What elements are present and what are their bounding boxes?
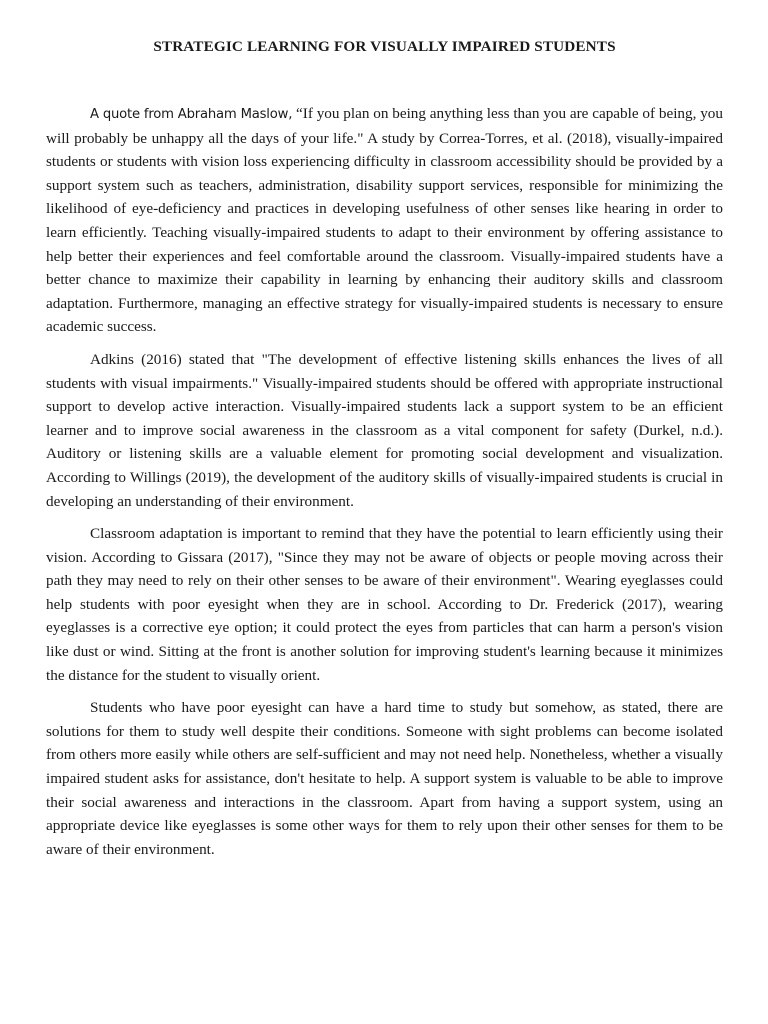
paragraph-3: Classroom adaptation is important to remind that they have the potential to learn efficiently using their vision. According to Gissara (2017), "Since they may not be aware of objects or people moving across their path they may need to rely on their other senses to be aware of their environment". Wearing eyeglasses could help students with poor eyesight when they are in school. According to Dr. Frederick (2017), wearing eyeglasses is a corrective eye option; it could protect the eyes from particles that can harm a person's vision like dust or wind. Sitting at the front is another solution for improving student's learning because it minimizes the distance for the student to visually orient. [46, 525, 723, 684]
paragraph-2: Adkins (2016) stated that "The development of effective listening skills enhances the lives of all students with visual impairments." Visually-impaired students should be offered with appropriate instructional support to develop active interaction. Visually-impaired students lack a support system to be an efficient learner and to improve social awareness in the classroom as a vital component for safety (Durkel, n.d.). Auditory or listening skills are a valuable element for promoting social development and visualization. According to Willings (2019), the development of the auditory skills of visually-impaired students is crucial in developing an understanding of their environment. [46, 350, 723, 510]
paragraph-1-text: “If you plan on being anything less than you are capable of being, you will probably be unhappy all the days of your life." A study by Correa-Torres, et al. (2018), visually-impaired students or students with vision loss experiencing difficulty in classroom accessibility should be provided by a support system such as teachers, administration, disability support services, responsible for minimizing the likelihood of eye-deficiency and practices in developing usefulness of other senses like hearing in order to learn efficiently. Teaching visually-impaired students to adapt to their environment by offering assistance to help better their experiences and feel comfortable around the classroom. Visually-impaired students have a better chance to maximize their capability in learning by enhancing their auditory skills and classroom adaptation. Furthermore, managing an effective strategy for visually-impaired students is necessary to ensure academic success. [46, 105, 723, 336]
document-page [46, 0, 723, 870]
paragraph-4: Students who have poor eyesight can have a hard time to study but somehow, as stated, there are solutions for them to study well despite their conditions. Someone with sight problems can become isolated from others more easily while others are self-sufficient and may not need help. Nonetheless, whether a visually impaired student asks for assistance, don't hesitate to help. A support system is valuable to be able to improve their social awareness and interactions in the classroom. Apart from having a support system, using an appropriate device like eyeglasses is some other ways for them to rely upon their other senses for them to be aware of their environment. [46, 699, 723, 858]
document-body [46, 102, 723, 861]
paragraph-1 [46, 102, 723, 339]
paragraph-1-lead: A quote from Abraham Maslow, [90, 107, 293, 122]
document-title: STRATEGIC LEARNING FOR VISUALLY IMPAIRED STUDENTS [153, 38, 616, 55]
